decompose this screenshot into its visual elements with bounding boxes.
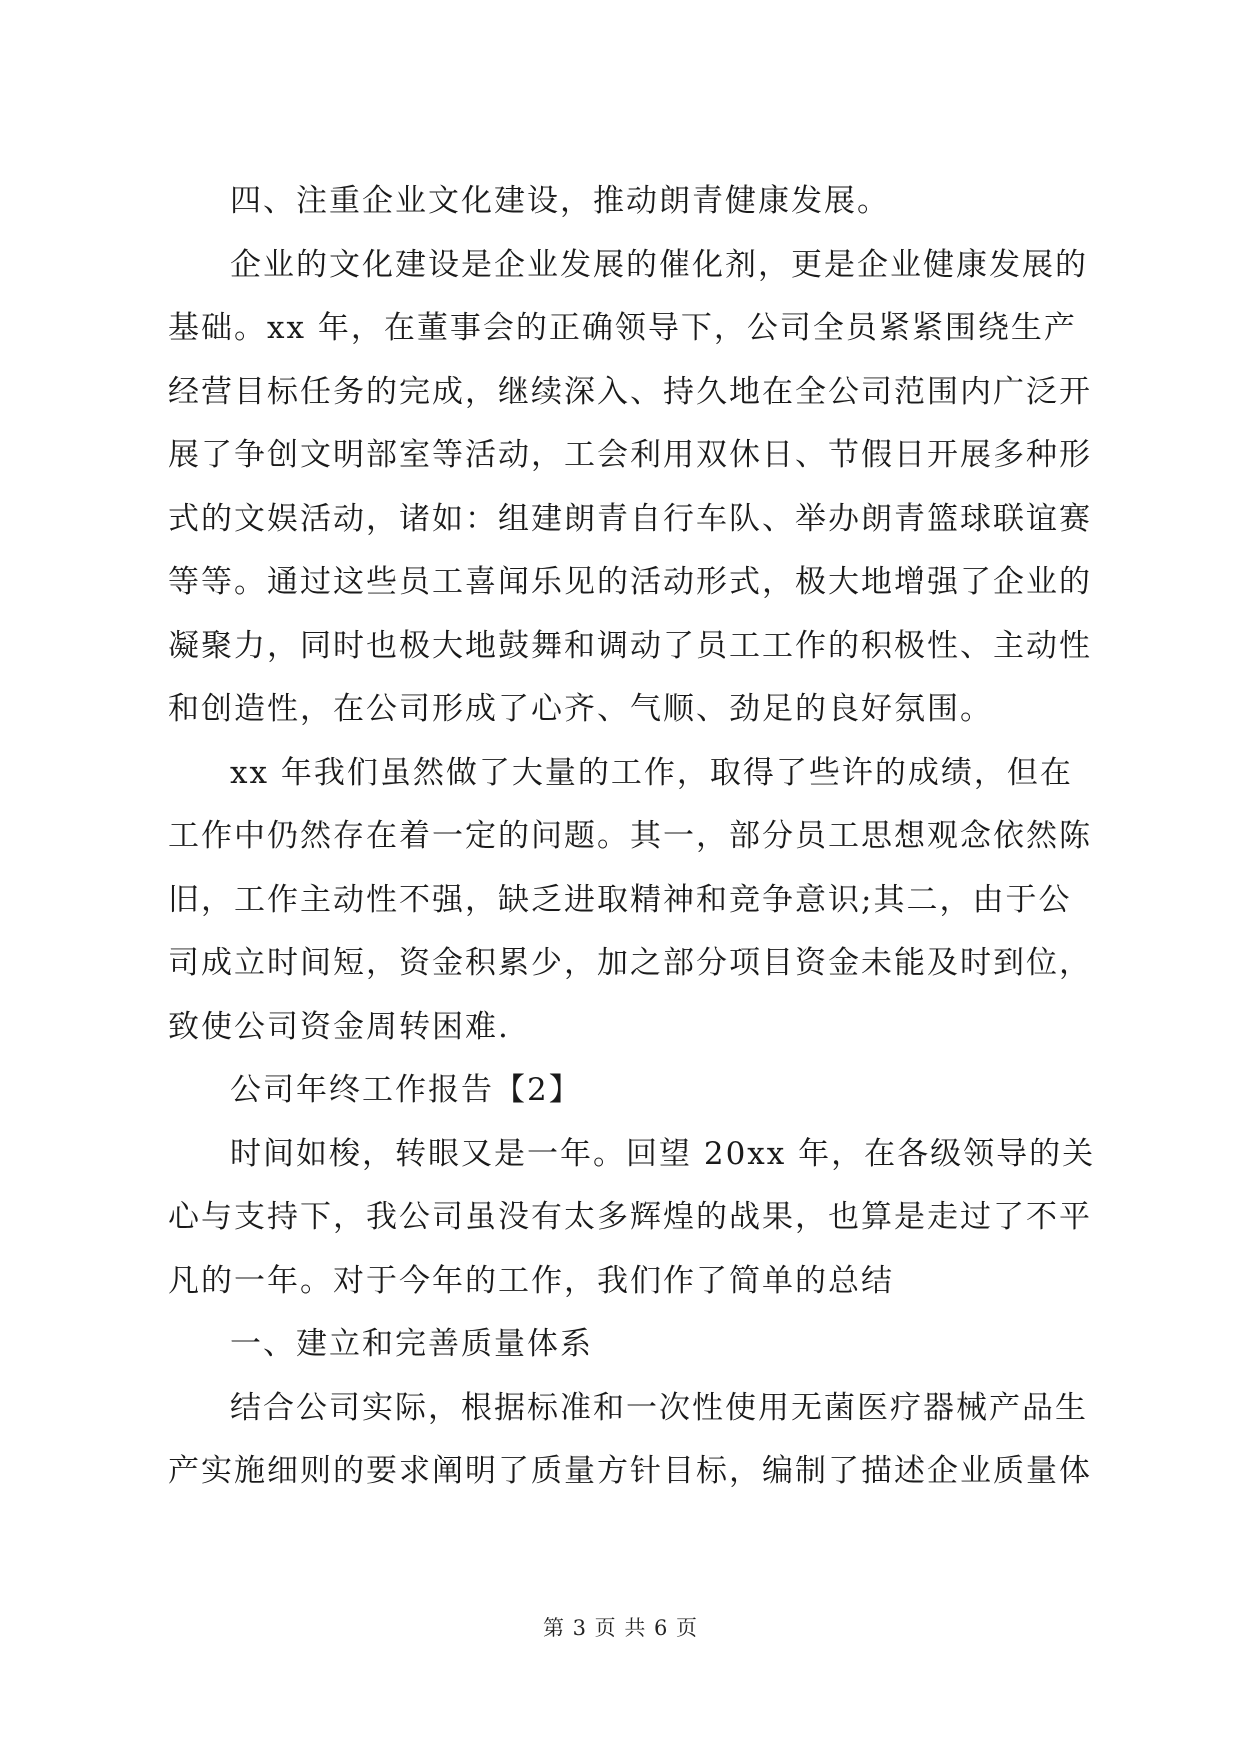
paragraph-line: 产实施细则的要求阐明了质量方针目标，编制了描述企业质量体	[168, 1453, 1092, 1489]
paragraph-line: 等等。通过这些员工喜闻乐见的活动形式，极大地增强了企业的	[168, 564, 1092, 600]
section-heading-quality	[230, 1313, 1080, 1377]
page-footer	[0, 1612, 1241, 1642]
paragraph-line: 经营目标任务的完成，继续深入、持久地在全公司范围内广泛开	[168, 373, 1092, 410]
paragraph-line: xx 年我们虽然做了大量的工作，取得了些许的成绩，但在	[230, 754, 1073, 791]
paragraph-line: 式的文娱活动，诸如：组建朗青自行车队、举办朗青篮球联谊赛	[168, 500, 1092, 537]
paragraph-culture	[168, 234, 1092, 742]
paragraph-intro	[168, 1123, 1096, 1314]
heading-text: 四、注重企业文化建设，推动朗青健康发展。	[230, 183, 890, 219]
paragraph-line: 和创造性，在公司形成了心齐、气顺、劲足的良好氛围。	[168, 691, 993, 727]
heading-text: 公司年终工作报告【2】	[230, 1072, 582, 1108]
paragraph-line: 企业的文化建设是企业发展的催化剂，更是企业健康发展的	[230, 246, 1088, 283]
report-title-2	[230, 1059, 1080, 1123]
page-number-label: 第 3 页 共 6 页	[542, 1616, 699, 1640]
heading-text: 一、建立和完善质量体系	[230, 1326, 593, 1362]
paragraph-quality	[168, 1377, 1092, 1504]
section-heading-culture	[230, 170, 1080, 234]
paragraph-line: 工作中仍然存在着一定的问题。其一，部分员工思想观念依然陈	[168, 818, 1092, 854]
document-body	[168, 170, 1096, 1504]
paragraph-problems	[168, 742, 1092, 1060]
paragraph-line: 旧，工作主动性不强，缺乏进取精神和竞争意识;其二，由于公	[168, 881, 1072, 918]
paragraph-line: 司成立时间短，资金积累少，加之部分项目资金未能及时到位，	[168, 945, 1092, 981]
paragraph-line: 结合公司实际，根据标准和一次性使用无菌医疗器械产品生	[230, 1389, 1088, 1426]
paragraph-line: 时间如梭，转眼又是一年。回望 20xx 年，在各级领导的关	[230, 1135, 1096, 1172]
paragraph-line: 凡的一年。对于今年的工作，我们作了简单的总结	[168, 1262, 894, 1299]
paragraph-line: 凝聚力，同时也极大地鼓舞和调动了员工工作的积极性、主动性	[168, 627, 1092, 664]
paragraph-line: 基础。xx 年，在董事会的正确领导下，公司全员紧紧围绕生产	[168, 310, 1077, 346]
paragraph-line: 心与支持下，我公司虽没有太多辉煌的战果，也算是走过了不平	[168, 1199, 1092, 1235]
paragraph-line: 致使公司资金周转困难.	[168, 1008, 510, 1045]
paragraph-line: 展了争创文明部室等活动，工会利用双休日、节假日开展多种形	[168, 437, 1092, 473]
